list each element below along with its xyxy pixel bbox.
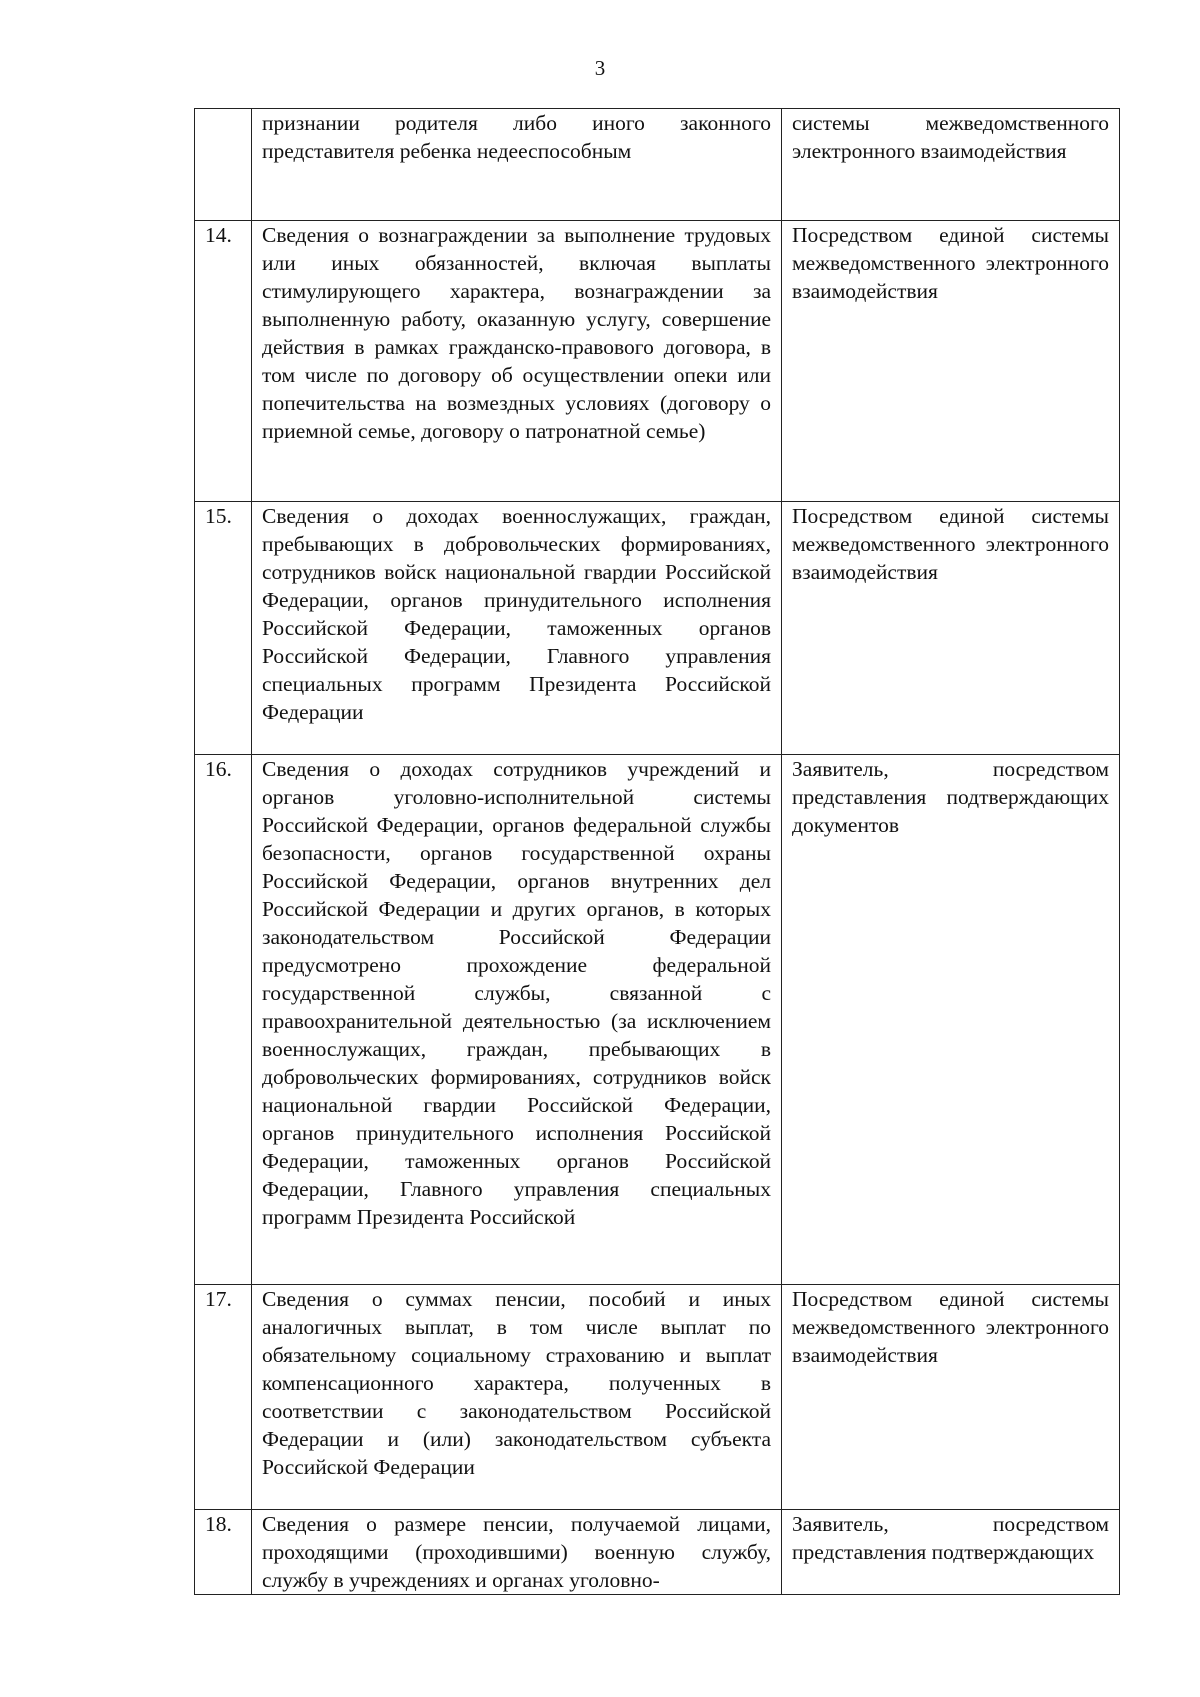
row-number-cell [195, 1285, 252, 1510]
table-row [195, 755, 1120, 1285]
document-table [194, 108, 1120, 1595]
table-row [195, 109, 1120, 221]
row-number: 14. [205, 223, 232, 247]
row-description: Сведения о доходах военнослужащих, граждан, пребывающих в добровольческих формированиях, сотрудников войск национальной гвардии Российской Федерации, органов принудительного исполнения Российской Федерации, таможенных органов Российской Федерации, Главного управления специальных программ Президента Российской Федерации [262, 504, 771, 724]
method-cell [782, 1285, 1120, 1510]
row-method: Посредством единой системы межведомственного электронного взаимодействия [792, 504, 1109, 584]
table-row [195, 1285, 1120, 1510]
row-method: Заявитель, посредством представления подтверждающих [792, 1512, 1109, 1564]
row-description: Сведения о размере пенсии, получаемой лицами, проходящими (проходившими) военную службу, службу в учреждениях и органах уголовно- [262, 1512, 771, 1592]
row-method: Посредством единой системы межведомственного электронного взаимодействия [792, 1287, 1109, 1367]
row-number: 17. [205, 1287, 232, 1311]
table-row [195, 502, 1120, 755]
method-cell [782, 1510, 1120, 1595]
row-description: Сведения о суммах пенсии, пособий и иных аналогичных выплат, в том числе выплат по обязательному социальному страхованию и выплат компенсационного характера, полученных в соответствии с законодательством Российской Федерации и (или) законодательством субъекта Российской Федерации [262, 1287, 771, 1479]
row-number: 18. [205, 1512, 232, 1536]
page-number: 3 [594, 56, 606, 80]
row-description: Сведения о вознаграждении за выполнение трудовых или иных обязанностей, включая выплаты стимулирующего характера, вознаграждении за выполненную работу, оказанную услугу, совершение действия в рамках гражданско-правового договора, в том числе по договору об осуществлении опеки или попечительства на возмездных условиях (договору о приемной семье, договору о патронатной семье) [262, 223, 771, 443]
row-number-cell [195, 502, 252, 755]
method-cell [782, 502, 1120, 755]
method-cell [782, 755, 1120, 1285]
row-description: признании родителя либо иного законного представителя ребенка недееспособным [262, 111, 771, 163]
row-description: Сведения о доходах сотрудников учреждений и органов уголовно-исполнительной системы Российской Федерации, органов федеральной службы безопасности, органов государственной охраны Российской Федерации, органов внутренних дел Российской Федерации и других органов, в которых законодательством Российской Федерации предусмотрено прохождение федеральной государственной службы, связанной с правоохранительной деятельностью (за исключением военнослужащих, граждан, пребывающих в добровольческих формированиях, сотрудников войск национальной гвардии Российской Федерации, органов принудительного исполнения Российской Федерации, таможенных органов Российской Федерации, Главного управления специальных программ Президента Российской [262, 757, 771, 1229]
table-row [195, 221, 1120, 502]
description-cell [252, 1285, 782, 1510]
description-cell [252, 109, 782, 221]
row-method: Заявитель, посредством представления подтверждающих документов [792, 757, 1109, 837]
description-cell [252, 755, 782, 1285]
row-number-cell [195, 221, 252, 502]
row-method: системы межведомственного электронного взаимодействия [792, 111, 1109, 163]
table-row [195, 1510, 1120, 1595]
row-number: 16. [205, 757, 232, 781]
row-number-cell [195, 755, 252, 1285]
row-method: Посредством единой системы межведомственного электронного взаимодействия [792, 223, 1109, 303]
description-cell [252, 1510, 782, 1595]
description-cell [252, 502, 782, 755]
method-cell [782, 221, 1120, 502]
row-number: 15. [205, 504, 232, 528]
row-number-cell [195, 109, 252, 221]
row-number-cell [195, 1510, 252, 1595]
description-cell [252, 221, 782, 502]
method-cell [782, 109, 1120, 221]
